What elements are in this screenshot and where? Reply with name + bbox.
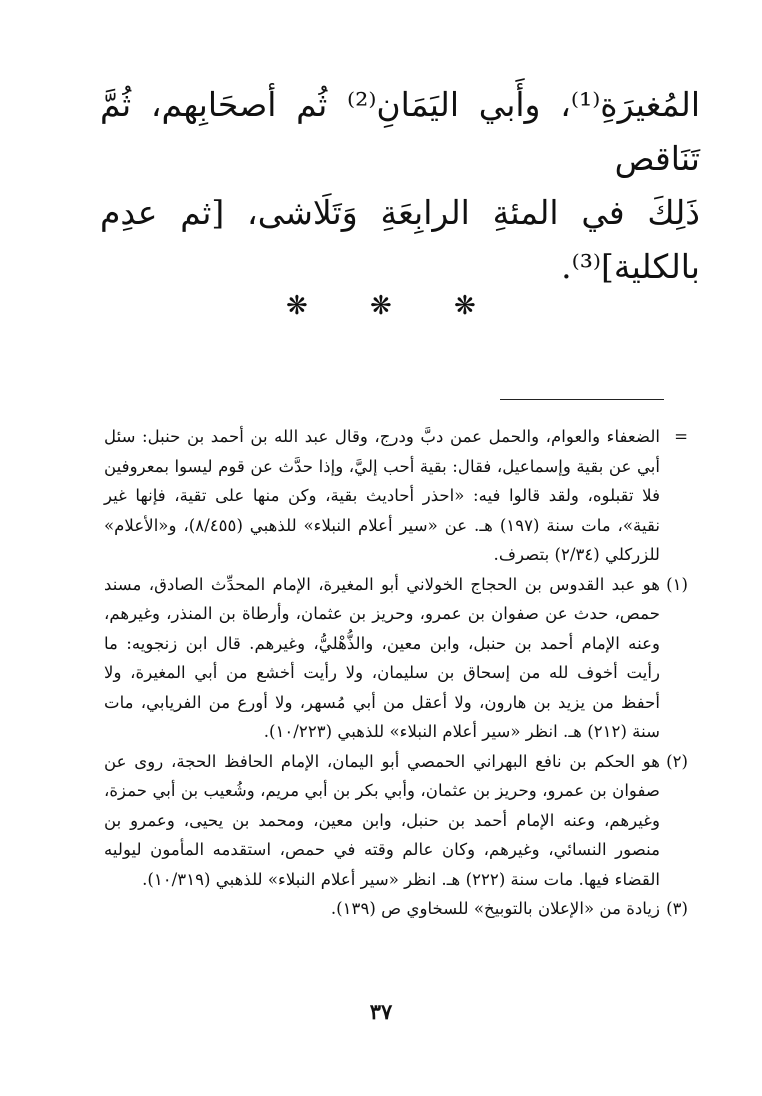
- page-number: ٣٧: [369, 999, 393, 1024]
- asterism-ornament-icon: ❋: [454, 291, 476, 321]
- main-text-line: المُغيرَةِ⁽¹⁾، وأَبي اليَمَانِ⁽²⁾ ثُم أصحَابِهم، ثُمَّ تَنَاقص: [100, 85, 700, 178]
- footnote-text: الضعفاء والعوام، والحمل عمن دبَّ ودرج، وقال عبد الله بن أحمد بن حنبل: سئل أبي عن بقية وإسماعيل، فقال: بقية أحب إليَّ، وإذا حدَّث عن قوم ليسوا بمعروفين فلا تقبلوه، ولقد قالوا فيه: «احذر أحاديث بقية، وكن منها على تقية، فإنها غير نقية»، مات سنة (١٩٧) هـ. عن «سير أعلام النبلاء» للذهبي (٨/٤٥٥)، و«الأعلام» للزركلي (٢/٣٤) بتصرف.: [104, 427, 660, 564]
- footnote-continuation-mark: =: [674, 427, 688, 446]
- footnote-text: زيادة من «الإعلان بالتوبيخ» للسخاوي ص (١٣٩).: [330, 899, 660, 918]
- footnote-number: (١): [666, 574, 688, 594]
- footnote-number: (٢): [666, 751, 688, 771]
- footnotes: [104, 422, 688, 924]
- main-text-line: ذَلِكَ في المئةِ الرابِعَةِ وَتَلَاشى، [ثم عدِم بالكلية]⁽³⁾.: [100, 193, 700, 286]
- footnote-2: [104, 747, 688, 895]
- asterism-ornament-icon: ❋: [286, 291, 308, 321]
- footnote-number: (٣): [666, 899, 688, 918]
- section-divider-ornaments: [0, 290, 762, 322]
- footnote-3: [104, 894, 688, 924]
- footnote-text: هو الحكم بن نافع البهراني الحمصي أبو اليمان، الإمام الحافظ الحجة، روى عن صفوان بن عمرو، وحريز بن عثمان، وأبي بكر بن أبي مريم، وشُعيب بن أبي حمزة، وغيرهم، وعنه الإمام أحمد بن حنبل، وابن معين، ومحمد بن يحيى، وعمرو بن منصور النسائي، وغيرهم، وكان عالم وقته في حمص، استقدمه المأمون ليوليه القضاء فيها. مات سنة (٢٢٢) هـ. انظر «سير أعلام النبلاء» للذهبي (١٠/٣١٩).: [104, 751, 660, 889]
- footnote-continued: [104, 422, 688, 570]
- main-text: [100, 78, 700, 294]
- footnote-separator: [500, 399, 664, 400]
- footnote-text: هو عبد القدوس بن الحجاج الخولاني أبو المغيرة، الإمام المحدِّث الصادق، مسند حمص، حدث عن صفوان بن عمرو، وحريز بن عثمان، وأرطاة بن المنذر، وغيرهم، وعنه الإمام أحمد بن حنبل، وابن معين، والذُّهْليُّ، وغيرهم. قال ابن زنجويه: ما رأيت أخوف لله من إسحاق بن سليمان، ولا رأيت أخشع من أبي المغيرة، ولا أحفظ من يزيد بن هارون، ولا أعقل من أبي مُسهر، ولا أورع من الفريابي، مات سنة (٢١٢) هـ. انظر «سير أعلام النبلاء» للذهبي (١٠/٢٢٣).: [104, 574, 660, 741]
- footnote-1: [104, 570, 688, 747]
- asterism-ornament-icon: ❋: [370, 291, 392, 321]
